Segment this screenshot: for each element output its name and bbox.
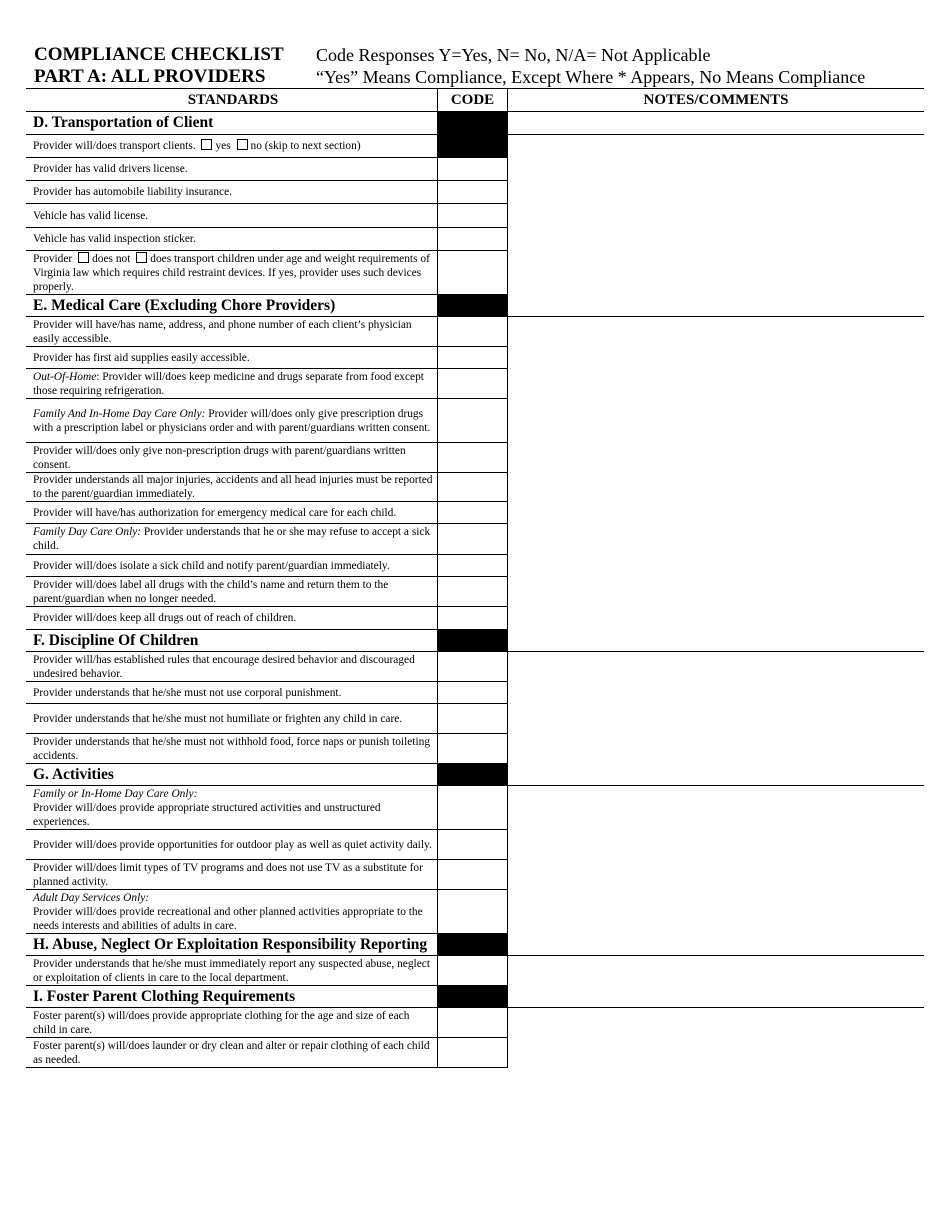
code-cell-blackout	[438, 630, 508, 651]
qualifier: Out-Of-Home	[33, 370, 97, 383]
no-checkbox[interactable]	[237, 139, 248, 150]
code-cell[interactable]	[438, 399, 508, 442]
notes-cell[interactable]	[508, 1038, 924, 1068]
yes-checkbox[interactable]	[201, 139, 212, 150]
table-row	[26, 158, 924, 181]
code-cell[interactable]	[438, 860, 508, 889]
notes-cell[interactable]	[508, 607, 924, 630]
standard-text: Provider has automobile liability insurance.	[26, 181, 438, 203]
section-g-header	[26, 764, 924, 786]
notes-cell[interactable]	[508, 555, 924, 577]
code-cell[interactable]	[438, 228, 508, 250]
standard-text: Provider understands that he/she must immediately report any suspected abuse, neglect or exploitation of clients in care to the local department.	[26, 956, 438, 985]
standard-text: Provider will/has established rules that encourage desired behavior and discouraged undesired behavior.	[26, 652, 438, 681]
code-cell-blackout	[438, 764, 508, 785]
notes-cell[interactable]	[508, 524, 924, 555]
standard-text: Provider will/does limit types of TV programs and does not use TV as a substitute for planned activity.	[26, 860, 438, 889]
qualifier: Adult Day Services Only:	[33, 891, 150, 904]
table-row	[26, 135, 924, 158]
standard-body: : Provider will/does keep medicine and drugs separate from food except those requiring refrigeration.	[33, 370, 424, 397]
table-row	[26, 369, 924, 399]
standard-text: Provider will have/has name, address, and phone number of each client’s physician easily accessible.	[26, 317, 438, 346]
section-f-header	[26, 630, 924, 652]
notes-cell[interactable]	[508, 652, 924, 682]
notes-cell[interactable]	[508, 734, 924, 764]
does-not-label: does not	[92, 252, 131, 265]
section-e-header	[26, 295, 924, 317]
notes-cell[interactable]	[508, 956, 924, 986]
standard-text	[26, 251, 438, 294]
code-cell[interactable]	[438, 158, 508, 180]
table-row	[26, 502, 924, 524]
code-cell[interactable]	[438, 830, 508, 859]
notes-cell[interactable]	[508, 502, 924, 524]
standard-text: Provider will/does isolate a sick child and notify parent/guardian immediately.	[26, 555, 438, 576]
table-row	[26, 443, 924, 473]
code-cell[interactable]	[438, 734, 508, 763]
notes-cell[interactable]	[508, 443, 924, 473]
notes-cell[interactable]	[508, 704, 924, 734]
standard-text: Provider will/does only give non-prescription drugs with parent/guardians written consent.	[26, 443, 438, 472]
standard-text: Provider understands all major injuries, accidents and all head injuries must be reported to the parent/guardian immediately.	[26, 473, 438, 501]
standard-body: Provider will/does only give prescription drugs with a prescription label or physicians order and with parent/guardians written consent.	[33, 407, 431, 434]
notes-cell[interactable]	[508, 204, 924, 228]
table-row	[26, 181, 924, 204]
table-row	[26, 830, 924, 860]
transport-question: Provider will/does transport clients.	[33, 140, 196, 152]
table-row	[26, 317, 924, 347]
table-row	[26, 473, 924, 502]
no-option-label: no (skip to next section)	[250, 140, 361, 152]
notes-cell[interactable]	[508, 577, 924, 607]
code-cell[interactable]	[438, 956, 508, 985]
section-title: H. Abuse, Neglect Or Exploitation Responsibility Reporting	[26, 934, 438, 955]
restraint-lead: Provider	[33, 252, 73, 265]
notes-cell[interactable]	[508, 682, 924, 704]
code-cell[interactable]	[438, 704, 508, 733]
checklist-title: COMPLIANCE CHECKLIST	[34, 44, 284, 65]
standard-text	[26, 369, 438, 398]
table-row	[26, 704, 924, 734]
checklist-table	[26, 88, 924, 1068]
code-cell[interactable]	[438, 347, 508, 368]
qualifier: Family or In-Home Day Care Only:	[33, 787, 198, 800]
notes-cell[interactable]	[508, 251, 924, 295]
standards-column-header: STANDARDS	[26, 89, 438, 111]
notes-cell[interactable]	[508, 158, 924, 181]
page-header	[34, 44, 934, 88]
standard-text	[26, 135, 438, 157]
code-cell[interactable]	[438, 890, 508, 933]
table-row	[26, 956, 924, 986]
table-row	[26, 682, 924, 704]
section-title: F. Discipline Of Children	[26, 630, 438, 651]
standard-body: Provider will/does provide recreational and other planned activities appropriate to the needs interests and abilities of adults in care.	[33, 905, 423, 932]
code-cell-blackout	[438, 934, 508, 955]
standard-text	[26, 786, 438, 829]
notes-cell[interactable]	[508, 369, 924, 399]
notes-cell[interactable]	[508, 399, 924, 443]
table-header-row	[26, 89, 924, 112]
checklist-subtitle: PART A: ALL PROVIDERS	[34, 66, 266, 87]
standard-text: Provider will/does keep all drugs out of reach of children.	[26, 607, 438, 629]
notes-cell[interactable]	[508, 1008, 924, 1038]
code-cell[interactable]	[438, 181, 508, 203]
notes-cell[interactable]	[508, 786, 924, 830]
notes-cell[interactable]	[508, 860, 924, 890]
table-row	[26, 1038, 924, 1068]
table-row	[26, 890, 924, 934]
table-row	[26, 555, 924, 577]
section-i-header	[26, 986, 924, 1008]
notes-cell[interactable]	[508, 473, 924, 502]
code-cell[interactable]	[438, 204, 508, 227]
standard-text	[26, 524, 438, 554]
standard-text: Foster parent(s) will/does provide appropriate clothing for the age and size of each child in care.	[26, 1008, 438, 1037]
notes-cell[interactable]	[508, 295, 924, 316]
standard-text: Foster parent(s) will/does launder or dry clean and alter or repair clothing of each child as needed.	[26, 1038, 438, 1067]
restraint-text: does transport children under age and weight requirements of Virginia law which requires child restraint devices. If yes, provider uses such devices properly.	[33, 252, 430, 293]
notes-cell[interactable]	[508, 228, 924, 251]
standard-text: Provider has valid drivers license.	[26, 158, 438, 180]
section-h-header	[26, 934, 924, 956]
code-cell[interactable]	[438, 502, 508, 523]
notes-cell[interactable]	[508, 135, 924, 158]
table-row	[26, 347, 924, 369]
code-cell[interactable]	[438, 317, 508, 346]
notes-cell[interactable]	[508, 934, 924, 955]
code-cell[interactable]	[438, 1008, 508, 1037]
table-row	[26, 399, 924, 443]
does-checkbox[interactable]	[136, 252, 147, 263]
code-responses-legend: Code Responses Y=Yes, N= No, N/A= Not Applicable	[316, 45, 711, 65]
table-row	[26, 734, 924, 764]
section-title: I. Foster Parent Clothing Requirements	[26, 986, 438, 1007]
notes-cell[interactable]	[508, 764, 924, 785]
table-row	[26, 786, 924, 830]
code-cell-blackout	[438, 986, 508, 1007]
standard-text: Provider has first aid supplies easily accessible.	[26, 347, 438, 368]
standard-text: Provider understands that he/she must not use corporal punishment.	[26, 682, 438, 703]
does-not-checkbox[interactable]	[78, 252, 89, 263]
standard-text	[26, 890, 438, 933]
code-cell[interactable]	[438, 555, 508, 576]
code-cell[interactable]	[438, 577, 508, 606]
code-cell[interactable]	[438, 369, 508, 398]
code-cell-blackout	[438, 112, 508, 134]
table-row	[26, 524, 924, 555]
table-row	[26, 1008, 924, 1038]
notes-cell[interactable]	[508, 317, 924, 347]
table-row	[26, 204, 924, 228]
code-cell[interactable]	[438, 524, 508, 554]
code-cell[interactable]	[438, 607, 508, 629]
table-row	[26, 228, 924, 251]
section-title: D. Transportation of Client	[26, 112, 438, 134]
standard-text: Vehicle has valid license.	[26, 204, 438, 227]
code-cell-blackout	[438, 135, 508, 157]
code-cell[interactable]	[438, 1038, 508, 1067]
standard-text: Provider will/does provide opportunities for outdoor play as well as quiet activity daily.	[26, 830, 438, 859]
code-column-header: CODE	[438, 89, 508, 111]
standard-body: Provider will/does provide appropriate structured activities and unstructured experiences.	[33, 801, 381, 828]
standard-body: Provider understands that he or she may refuse to accept a sick child.	[33, 526, 431, 552]
notes-cell[interactable]	[508, 112, 924, 134]
notes-cell[interactable]	[508, 630, 924, 651]
code-cell-blackout	[438, 295, 508, 316]
code-cell[interactable]	[438, 251, 508, 294]
section-d-header	[26, 112, 924, 135]
standard-text	[26, 399, 438, 442]
table-row	[26, 652, 924, 682]
table-row	[26, 251, 924, 295]
table-row	[26, 607, 924, 630]
code-cell[interactable]	[438, 473, 508, 501]
yes-option-label: yes	[215, 140, 231, 152]
standard-text: Provider will have/has authorization for emergency medical care for each child.	[26, 502, 438, 523]
notes-cell[interactable]	[508, 347, 924, 369]
notes-column-header: NOTES/COMMENTS	[643, 91, 789, 108]
compliance-legend: “Yes” Means Compliance, Except Where * Appears, No Means Compliance	[316, 67, 866, 87]
code-cell[interactable]	[438, 786, 508, 829]
standard-text: Vehicle has valid inspection sticker.	[26, 228, 438, 250]
table-row	[26, 577, 924, 607]
section-title: G. Activities	[26, 764, 438, 785]
qualifier: Family And In-Home Day Care Only:	[33, 407, 206, 420]
code-cell[interactable]	[438, 682, 508, 703]
standard-text: Provider understands that he/she must not withhold food, force naps or punish toileting accidents.	[26, 734, 438, 763]
table-row	[26, 860, 924, 890]
qualifier: Family Day Care Only:	[33, 526, 142, 538]
notes-cell[interactable]	[508, 830, 924, 860]
section-title: E. Medical Care (Excluding Chore Providers)	[26, 295, 438, 316]
notes-cell[interactable]	[508, 890, 924, 934]
notes-cell[interactable]	[508, 986, 924, 1007]
code-cell[interactable]	[438, 652, 508, 681]
code-cell[interactable]	[438, 443, 508, 472]
notes-cell[interactable]	[508, 181, 924, 204]
standard-text: Provider understands that he/she must not humiliate or frighten any child in care.	[26, 704, 438, 733]
standard-text: Provider will/does label all drugs with the child’s name and return them to the parent/guardian when no longer needed.	[26, 577, 438, 606]
